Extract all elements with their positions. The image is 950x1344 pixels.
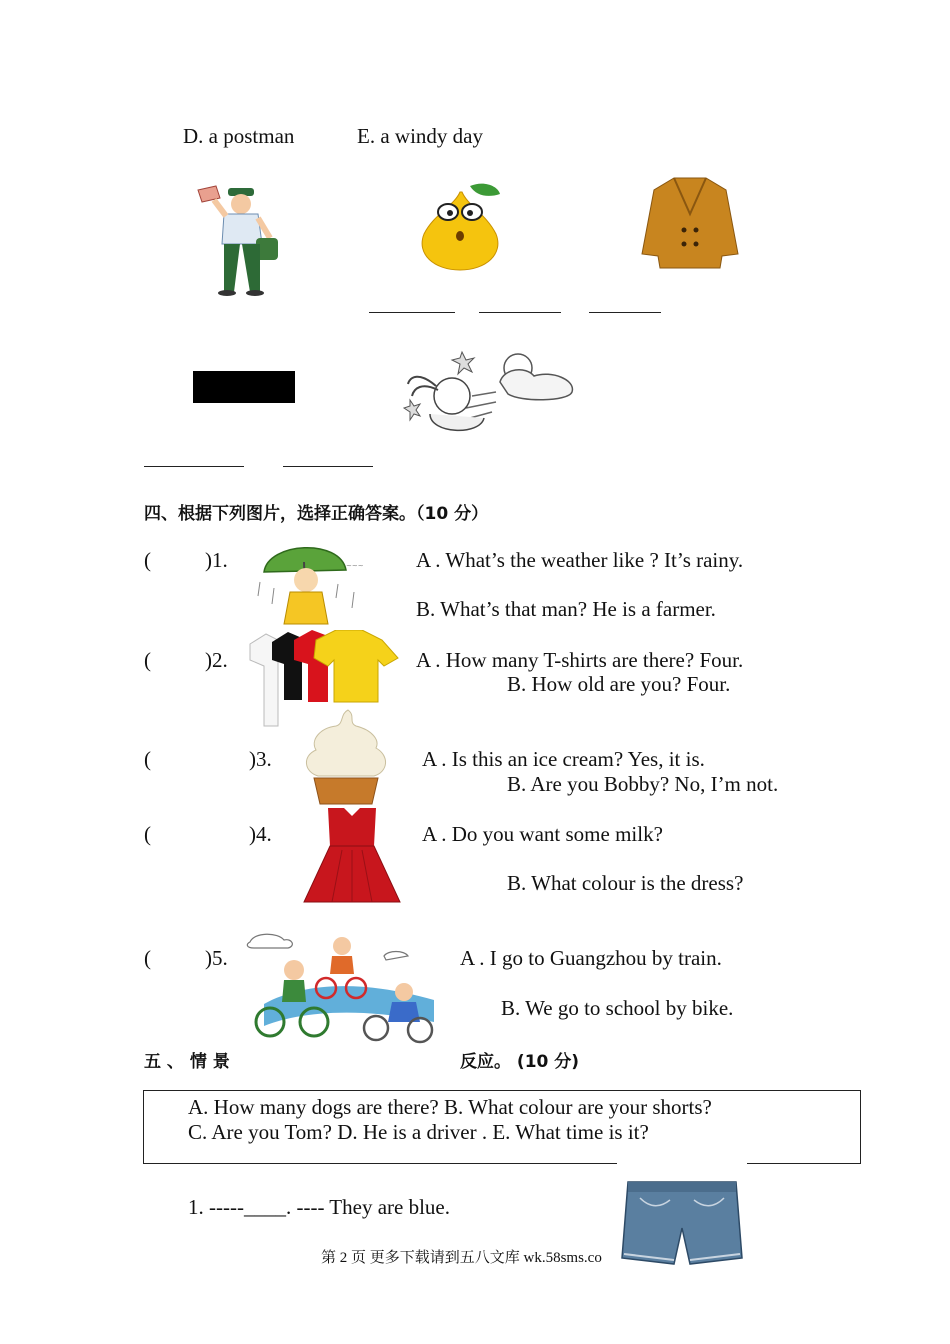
item2-number: )2. xyxy=(205,648,228,672)
option-e: E. a windy day xyxy=(357,124,483,148)
answer-blank-4[interactable] xyxy=(144,466,244,467)
item4-option-b: B. What colour is the dress? xyxy=(507,871,744,895)
item1-option-a: A . What’s the weather like ? It’s rainy. xyxy=(416,548,744,572)
item3-option-a: A . Is this an ice cream? Yes, it is. xyxy=(422,747,705,771)
item1-number: )1. xyxy=(205,548,228,572)
item1-option-b: B. What’s that man? He is a farmer. xyxy=(416,597,716,621)
options-line-2: C. Are you Tom? D. He is a driver . E. What time is it? xyxy=(188,1120,649,1144)
pear-picture xyxy=(414,180,508,272)
option-d: D. a postman xyxy=(183,124,295,148)
item3-paren[interactable]: ( xyxy=(144,747,151,771)
redacted-block xyxy=(193,371,295,403)
item1-paren[interactable]: ( xyxy=(144,548,151,572)
item5-option-b: B. We go to school by bike. xyxy=(501,996,734,1020)
item5-option-a: A . I go to Guangzhou by train. xyxy=(460,946,722,970)
item3-number: )3. xyxy=(249,747,272,771)
answer-blank-2[interactable] xyxy=(479,312,561,313)
item3-option-b: B. Are you Bobby? No, I’m not. xyxy=(507,772,779,796)
section5-question-1: 1. -----____. ---- They are blue. xyxy=(188,1195,450,1219)
item4-paren[interactable]: ( xyxy=(144,822,151,846)
page-footer: 第 2 页 更多下载请到五八文库 wk.58sms.co xyxy=(321,1250,602,1266)
item5-number: )5. xyxy=(205,946,228,970)
postman-picture xyxy=(194,182,286,298)
ice-cream-picture xyxy=(298,706,394,806)
item4-option-a: A . Do you want some milk? xyxy=(422,822,663,846)
denim-shorts-picture xyxy=(620,1178,744,1268)
section5-heading-left: 五 、 情 景 xyxy=(144,1052,230,1072)
rainy-girl-picture xyxy=(254,532,378,632)
section5-heading-right: 反应。 (10 分) xyxy=(460,1052,580,1072)
item4-number: )4. xyxy=(249,822,272,846)
item2-option-b: B. How old are you? Four. xyxy=(507,672,731,696)
coat-picture xyxy=(638,174,742,272)
windy-day-picture xyxy=(400,346,580,442)
answer-blank-3[interactable] xyxy=(589,312,661,313)
rain-doodle-text: ~~~ xyxy=(346,562,364,570)
options-line-1: A. How many dogs are there? B. What colour are your shorts? xyxy=(188,1095,712,1119)
answer-blank-5[interactable] xyxy=(283,466,373,467)
item2-option-a: A . How many T-shirts are there? Four. xyxy=(416,648,744,672)
red-dress-picture xyxy=(302,806,402,906)
item5-paren[interactable]: ( xyxy=(144,946,151,970)
kids-on-bikes-picture xyxy=(244,930,446,1046)
section4-heading: 四、根据下列图片，选择正确答案。（10 分） xyxy=(144,504,489,524)
answer-blank-1[interactable] xyxy=(369,312,455,313)
item2-paren[interactable]: ( xyxy=(144,648,151,672)
